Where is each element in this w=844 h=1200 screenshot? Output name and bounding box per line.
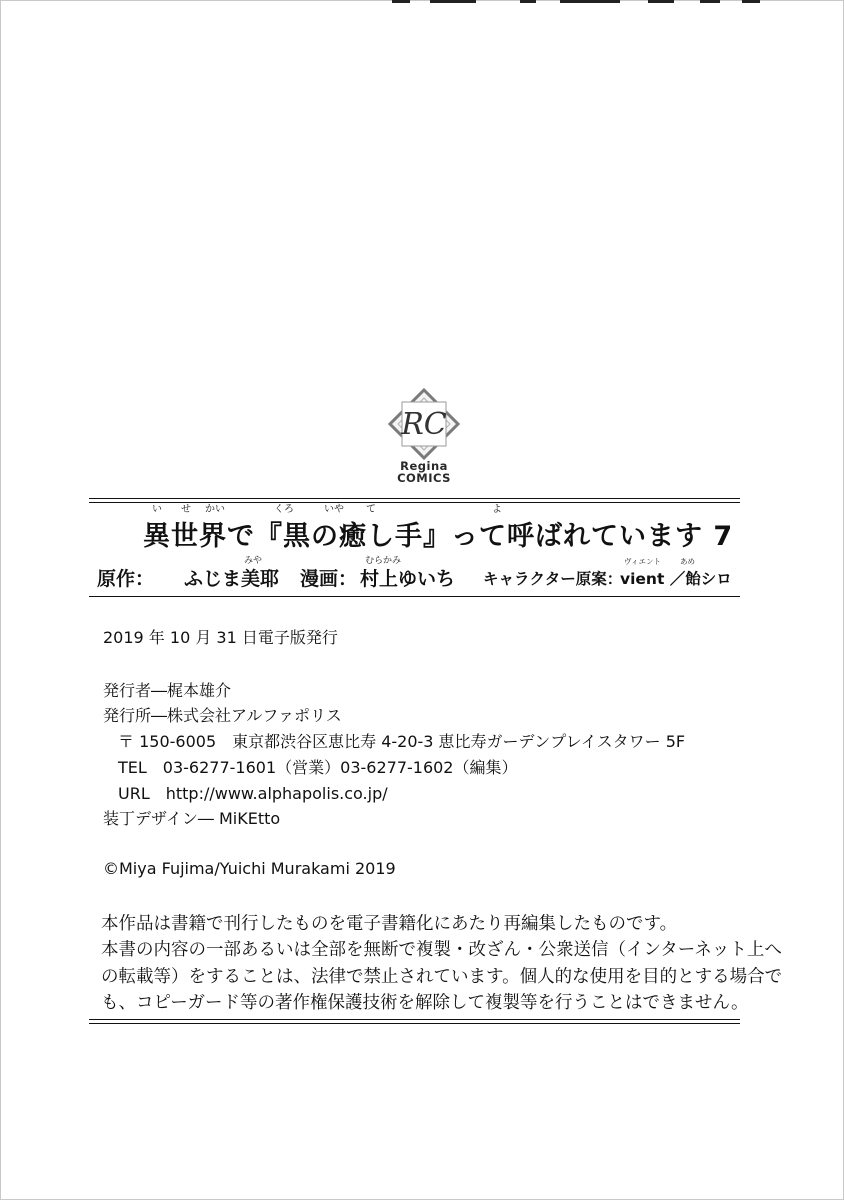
credits-rule (89, 596, 740, 597)
notice-line: 本作品は書籍で刊行したものを電子書籍化にあたり再編集したものです。 (101, 914, 678, 934)
publication-date: 2019 年 10 月 31 日電子版発行 (103, 628, 338, 647)
manga-artist-label: 漫画： (300, 568, 358, 590)
vient-ruby: ヴィエント (624, 557, 662, 566)
logo-brand-line1: Regina (400, 459, 448, 473)
character-design-names: vient ／飴シロ (620, 570, 732, 588)
design-credit: 装丁デザイン― MiKEtto (103, 809, 281, 828)
title-ruby: て (366, 504, 376, 515)
publisher-url: URL http://www.alphapolis.co.jp/ (118, 784, 388, 803)
top-scan-marks (0, 0, 844, 4)
regina-comics-logo (372, 388, 472, 488)
title-ruby: かい (205, 504, 225, 515)
ame-ruby: あめ (680, 557, 695, 566)
copyright-line: ©Miya Fujima/Yuichi Murakami 2019 (103, 859, 396, 878)
notice-line: も、コピーガード等の著作権保護技術を解除して複製等を行うことはできません。 (101, 993, 749, 1013)
notice-line: 本書の内容の一部あるいは全部を無断で複製・改ざん・公衆送信（インターネット上へ (101, 940, 782, 960)
title-ruby: い (152, 504, 162, 515)
logo-brand-line2: COMICS (397, 471, 451, 485)
original-author-label: 原作： (97, 568, 155, 590)
rc-diamond-emblem-icon (384, 388, 464, 460)
publisher-office-line: 発行所―株式会社アルファポリス (103, 706, 342, 725)
title-rule-top-1 (89, 498, 740, 499)
character-design-label: キャラクター原案： (483, 570, 623, 588)
publisher-address: 〒 150-6005 東京都渋谷区恵比寿 4-20-3 恵比寿ガーデンプレイスタワー 5F (118, 732, 686, 751)
manga-artist-ruby: むらかみ (365, 556, 402, 566)
bottom-rule-1 (89, 1019, 740, 1020)
manga-artist-name: 村上ゆいち (360, 568, 456, 590)
original-author-name: ふじま美耶 (184, 568, 280, 590)
notice-line: の転載等）をすることは、法律で禁止されています。個人的な使用を目的とする場合で (101, 967, 783, 987)
bottom-rule-2 (89, 1023, 740, 1024)
title-ruby: いや (324, 504, 344, 515)
original-author-ruby: みや (244, 556, 263, 566)
book-title: 異世界で『黒の癒し手』って呼ばれています 7 (143, 521, 734, 552)
title-ruby: くろ (274, 504, 294, 515)
publisher-tel: TEL 03-6277-1601（営業）03-6277-1602（編集） (118, 758, 518, 777)
logo-mark-text: RC (401, 407, 447, 442)
title-ruby: せ (181, 504, 191, 515)
issuer-line: 発行者―梶本雄介 (103, 681, 232, 700)
title-ruby: よ (492, 504, 502, 515)
